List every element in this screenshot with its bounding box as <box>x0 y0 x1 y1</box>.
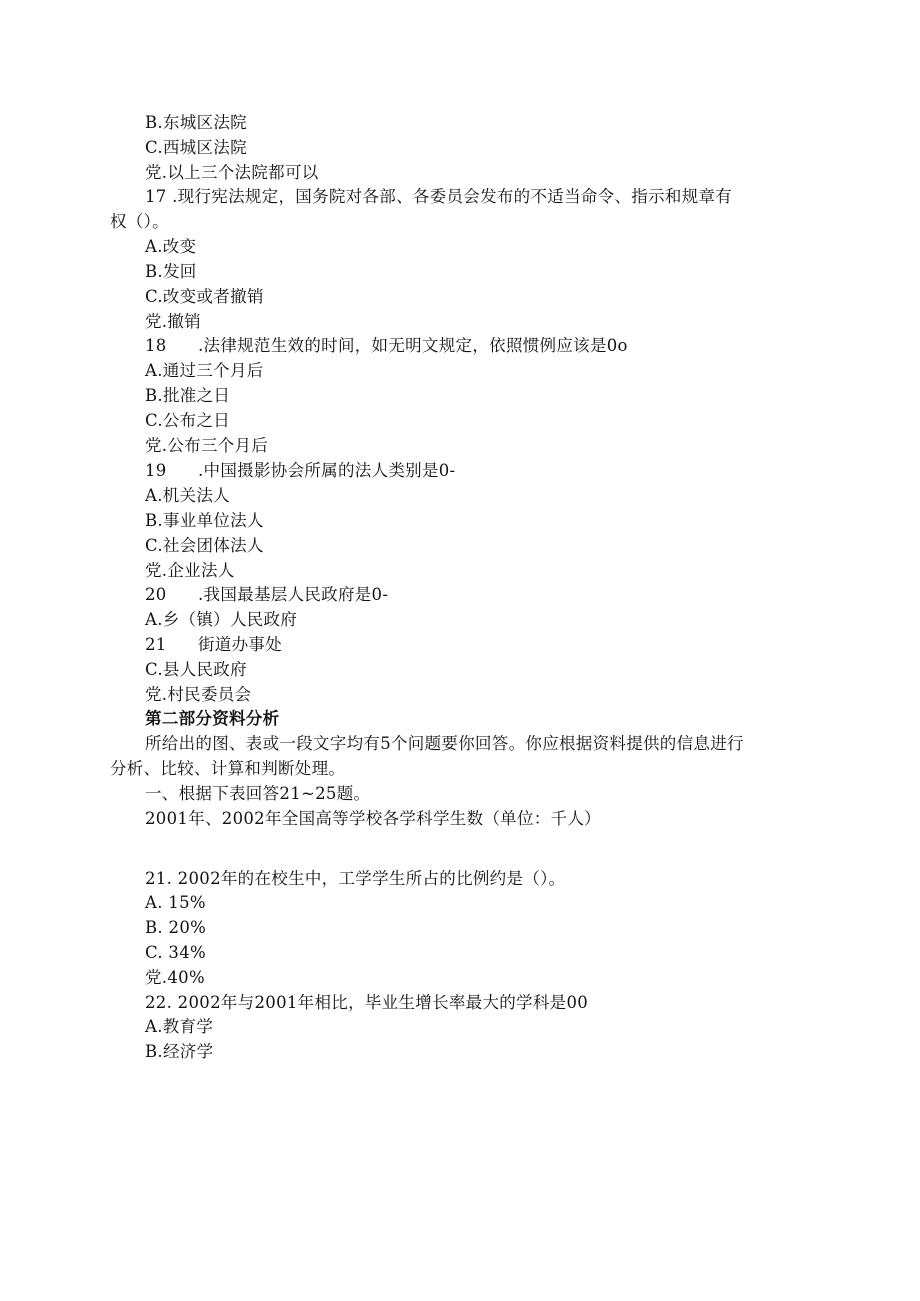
option-a-q18: A.通过三个月后 <box>145 361 264 380</box>
option-b-q22: B.经济学 <box>145 1042 214 1061</box>
subsection-heading: 一、根据下表回答21~25题。 <box>145 784 371 803</box>
option-b-q20-number: 21 <box>145 635 167 654</box>
question-22: 22. 2002年与2001年相比，毕业生增长率最大的学科是00 <box>145 993 589 1012</box>
question-20-number: 20 <box>145 585 167 604</box>
option-a-q22: A.教育学 <box>145 1017 214 1036</box>
option-c-q16: C.西城区法院 <box>145 138 247 157</box>
section-instruction: 所给出的图、表或一段文字均有5个问题要你回答。你应根据资料提供的信息进行 <box>145 734 744 753</box>
section-heading: 第二部分资料分析 <box>145 709 280 728</box>
option-a-q20: A.乡（镇）人民政府 <box>145 610 298 629</box>
option-a-q17: A.改变 <box>145 237 197 256</box>
option-c-q20: C.县人民政府 <box>145 660 247 679</box>
question-17-continued: 权（）。 <box>110 212 169 231</box>
option-d-q18: 党.公布三个月后 <box>145 436 269 455</box>
option-b-q17: B.发回 <box>145 262 197 281</box>
question-19-number: 19 <box>145 461 167 480</box>
option-c-q17: C.改变或者撤销 <box>145 287 264 306</box>
option-b-q16: B.东城区法院 <box>145 113 247 132</box>
option-b-q20-text: 街道办事处 <box>198 635 282 654</box>
option-d-q16: 党.以上三个法院都可以 <box>145 163 319 182</box>
table-caption: 2001年、2002年全国高等学校各学科学生数（单位：千人） <box>145 809 601 828</box>
question-19-text: .中国摄影协会所属的法人类别是0- <box>198 461 456 480</box>
section-instruction-continued: 分析、比较、计算和判断处理。 <box>110 759 346 778</box>
question-21: 21. 2002年的在校生中，工学学生所占的比例约是（）。 <box>145 869 566 888</box>
question-18-text: .法律规范生效的时间，如无明文规定，依照惯例应该是0o <box>198 336 628 355</box>
option-b-q19: B.事业单位法人 <box>145 511 264 530</box>
option-b-q21: B. 20% <box>145 918 207 937</box>
option-a-q21: A. 15% <box>145 893 206 912</box>
option-b-q18: B.批准之日 <box>145 386 231 405</box>
option-c-q18: C.公布之日 <box>145 411 231 430</box>
option-d-q17: 党.撤销 <box>145 312 201 331</box>
question-20-text: .我国最基层人民政府是0- <box>198 585 389 604</box>
option-d-q19: 党.企业法人 <box>145 561 235 580</box>
question-18-number: 18 <box>145 336 167 355</box>
option-a-q19: A.机关法人 <box>145 486 230 505</box>
question-17: 17 .现行宪法规定，国务院对各部、各委员会发布的不适当命令、指示和规章有 <box>145 187 733 206</box>
option-d-q20: 党.村民委员会 <box>145 685 252 704</box>
option-d-q21: 党.40% <box>145 968 205 987</box>
option-c-q21: C. 34% <box>145 943 207 962</box>
option-c-q19: C.社会团体法人 <box>145 536 264 555</box>
